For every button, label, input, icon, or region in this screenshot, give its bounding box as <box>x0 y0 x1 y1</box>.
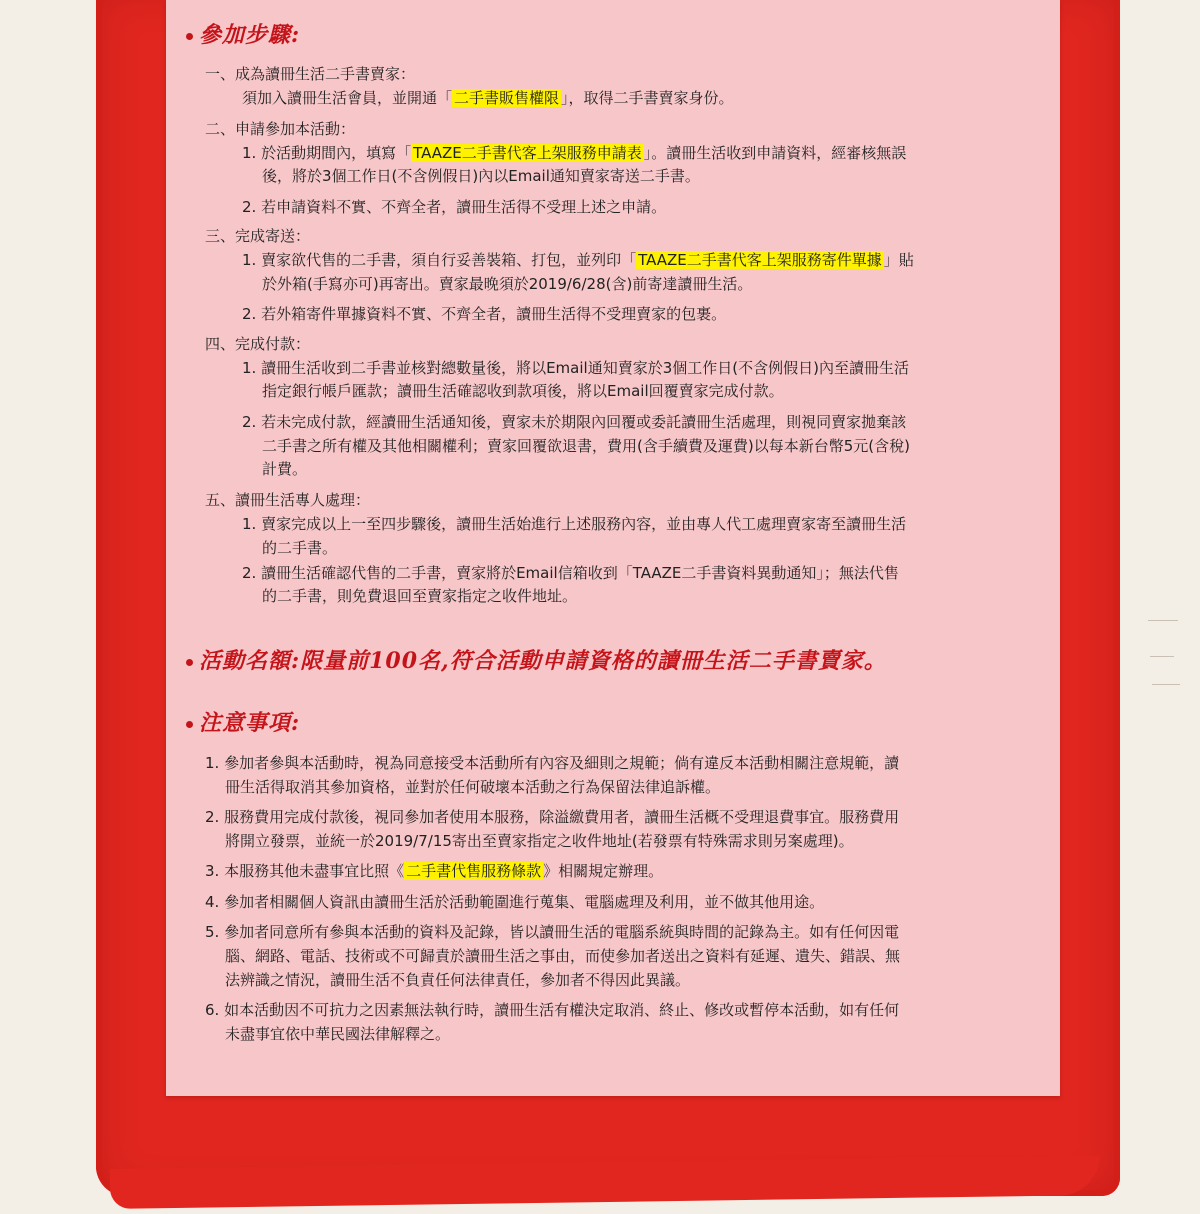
step-2-item-1: 1. 於活動期間內，填寫「 TAAZE二手書代客上架服務申請表 」。讀冊生活收到申請資料，經審核無誤 <box>242 144 907 162</box>
note-3: 3. 本服務其他未盡事宜比照《 二手書代售服務條款 》相關規定辦理。 <box>205 862 664 880</box>
step-3-item-2: 2. 若外箱寄件單據資料不實、不齊全者，讀冊生活得不受理賣家的包裹。 <box>242 305 727 323</box>
service-terms-link[interactable]: 二手書代售服務條款 <box>406 862 542 880</box>
note-2-cont: 將開立發票，並統一於2019/7/15寄出至賣家指定之收件地址(若發票有特殊需求則另案處理)。 <box>225 832 854 850</box>
step-3-title: 三、完成寄送： <box>205 227 311 245</box>
step-1-title: 一、成為讀冊生活二手書賣家： <box>205 65 416 83</box>
note-1: 1. 參加者參與本活動時，視為同意接受本活動所有內容及細則之規範；倘有違反本活動相關注意規範，讀 <box>205 754 900 772</box>
background-doodle <box>1148 620 1178 622</box>
notes-heading: 注意事項: <box>186 706 300 737</box>
note-2: 2. 服務費用完成付款後，視同參加者使用本服務，除溢繳費用者，讀冊生活概不受理退費事宜。服務費用 <box>205 808 900 826</box>
bullet-dot-icon <box>186 33 193 40</box>
step-5-item-1: 1. 賣家完成以上一至四步驟後，讀冊生活始進行上述服務內容，並由專人代工處理賣家寄至讀冊生活 <box>242 515 907 533</box>
step-4-item-2: 2. 若未完成付款，經讀冊生活通知後，賣家未於期限內回覆或委託讀冊生活處理，則視同賣家拋棄該 <box>242 413 907 431</box>
shipping-slip-link[interactable]: TAAZE二手書代客上架服務寄件單據 <box>638 251 882 269</box>
step-5-item-2: 2. 讀冊生活確認代售的二手書，賣家將於Email信箱收到「TAAZE二手書資料異動通知」；無法代售 <box>242 564 899 582</box>
step-5-item-1-cont: 的二手書。 <box>262 539 338 557</box>
step-4-item-2-cont2: 計費。 <box>262 460 308 478</box>
background-doodle <box>1152 684 1180 686</box>
step-1-text: 須加入讀冊生活會員，並開通「 二手書販售權限 」，取得二手書賣家身份。 <box>242 89 734 107</box>
steps-heading: 參加步驟: <box>186 18 300 49</box>
note-6-cont: 未盡事宜依中華民國法律解釋之。 <box>225 1025 451 1043</box>
note-4: 4. 參加者相關個人資訊由讀冊生活於活動範圍進行蒐集、電腦處理及利用，並不做其他用途。 <box>205 893 825 911</box>
step-5-title: 五、讀冊生活專人處理： <box>205 491 371 509</box>
note-5: 5. 參加者同意所有參與本活動的資料及記錄，皆以讀冊生活的電腦系統與時間的記錄為主。如有任何因電 <box>205 923 900 941</box>
step-4-item-1-cont: 指定銀行帳戶匯款；讀冊生活確認收到款項後，將以Email回覆賣家完成付款。 <box>262 382 784 400</box>
note-5-cont2: 法辨識之情況，讀冊生活不負責任何法律責任，參加者不得因此異議。 <box>225 971 691 989</box>
step-4-item-1: 1. 讀冊生活收到二手書並核對總數量後，將以Email通知賣家於3個工作日(不含例假日)內至讀冊生活 <box>242 359 909 377</box>
step-2-title: 二、申請參加本活動： <box>205 120 356 138</box>
background-doodle <box>1150 656 1174 658</box>
application-form-link[interactable]: TAAZE二手書代客上架服務申請表 <box>413 144 642 162</box>
seller-permission-link[interactable]: 二手書販售權限 <box>454 89 560 107</box>
bullet-dot-icon <box>186 721 193 728</box>
step-4-item-2-cont: 二手書之所有權及其他相關權利；賣家回覆欲退書，費用(含手續費及運費)以每本新台幣5元(含稅) <box>262 437 910 455</box>
step-2-item-2: 2. 若申請資料不實、不齊全者，讀冊生活得不受理上述之申請。 <box>242 198 667 216</box>
note-6: 6. 如本活動因不可抗力之因素無法執行時，讀冊生活有權決定取消、終止、修改或暫停本活動，如有任何 <box>205 1001 900 1019</box>
step-2-item-1-cont: 後，將於3個工作日(不含例假日)內以Email通知賣家寄送二手書。 <box>262 167 700 185</box>
step-4-title: 四、完成付款： <box>205 335 311 353</box>
note-5-cont: 腦、網路、電話、技術或不可歸責於讀冊生活之事由，而使參加者送出之資料有延遲、遺失、錯誤、無 <box>225 947 901 965</box>
quota-heading: 活動名額:限量前100名,符合活動申請資格的讀冊生活二手書賣家。 <box>186 644 887 675</box>
step-3-item-1: 1. 賣家欲代售的二手書，須自行妥善裝箱、打包，並列印「 TAAZE二手書代客上架服務寄件單據 」貼 <box>242 251 914 269</box>
bullet-dot-icon <box>186 659 193 666</box>
note-1-cont: 冊生活得取消其參加資格，並對於任何破壞本活動之行為保留法律追訴權。 <box>225 778 721 796</box>
step-3-item-1-cont: 於外箱(手寫亦可)再寄出。賣家最晚須於2019/6/28(含)前寄達讀冊生活。 <box>262 275 753 293</box>
step-5-item-2-cont: 的二手書，則免費退回至賣家指定之收件地址。 <box>262 587 578 605</box>
